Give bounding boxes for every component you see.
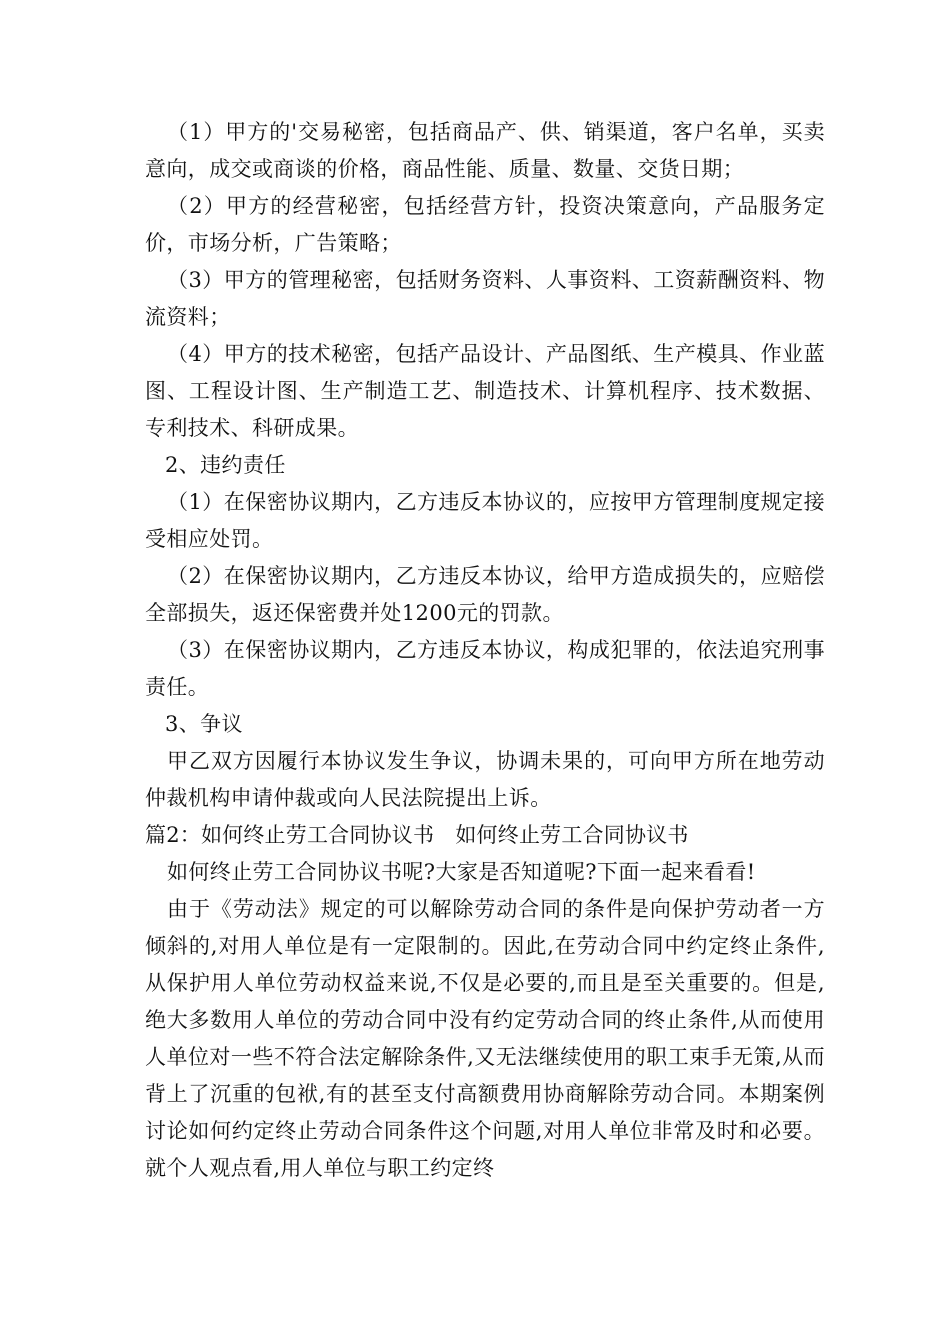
paragraph-liability-3: （3）在保密协议期内，乙方违反本协议，构成犯罪的，依法追究刑事责任。	[145, 638, 825, 699]
section-heading-liability: 2、违约责任	[165, 453, 286, 477]
paragraph-liability-1: （1）在保密协议期内，乙方违反本协议的，应按甲方管理制度规定接受相应处罚。	[145, 490, 825, 551]
paragraph-trade-secrets: （1）甲方的'交易秘密，包括商品产、供、销渠道，客户名单，买卖意向，成交或商谈的价格，商品性能、质量、数量、交货日期；	[145, 120, 825, 181]
section-heading-dispute: 3、争议	[165, 712, 243, 736]
paragraph-management-secrets: （3）甲方的管理秘密，包括财务资料、人事资料、工资薪酬资料、物流资料；	[145, 268, 825, 329]
article-title: 篇2：如何终止劳工合同协议书 如何终止劳工合同协议书	[145, 823, 689, 847]
paragraph-liability-2: （2）在保密协议期内，乙方违反本协议，给甲方造成损失的，应赔偿全部损失，返还保密费并处1200元的罚款。	[145, 564, 825, 625]
paragraph-dispute: 甲乙双方因履行本协议发生争议，协调未果的，可向甲方所在地劳动仲裁机构申请仲裁或向人民法院提出上诉。	[145, 749, 825, 810]
paragraph-business-secrets: （2）甲方的经营秘密，包括经营方针，投资决策意向，产品服务定价，市场分析，广告策略；	[145, 194, 825, 255]
paragraph-body: 由于《劳动法》规定的可以解除劳动合同的条件是向保护劳动者一方倾斜的,对用人单位是有一定限制的。因此,在劳动合同中约定终止条件,从保护用人单位劳动权益来说,不仅是必要的,而且是至关重要的。但是,绝大多数用人单位的劳动合同中没有约定劳动合同的终止条件,从而使用人单位对一些不符合法定解除条件,又无法继续使用的职工束手无策,从而背上了沉重的包袱,有的甚至支付高额费用协商解除劳动合同。本期案例讨论如何约定终止劳动合同条件这个问题,对用人单位非常及时和必要。就个人观点看,用人单位与职工约定终	[145, 897, 825, 1180]
paragraph-intro: 如何终止劳工合同协议书呢?大家是否知道呢?下面一起来看看!	[167, 860, 756, 884]
paragraph-technical-secrets: （4）甲方的技术秘密，包括产品设计、产品图纸、生产模具、作业蓝图、工程设计图、生产制造工艺、制造技术、计算机程序、技术数据、专利技术、科研成果。	[145, 342, 825, 440]
document-body	[145, 114, 825, 1187]
